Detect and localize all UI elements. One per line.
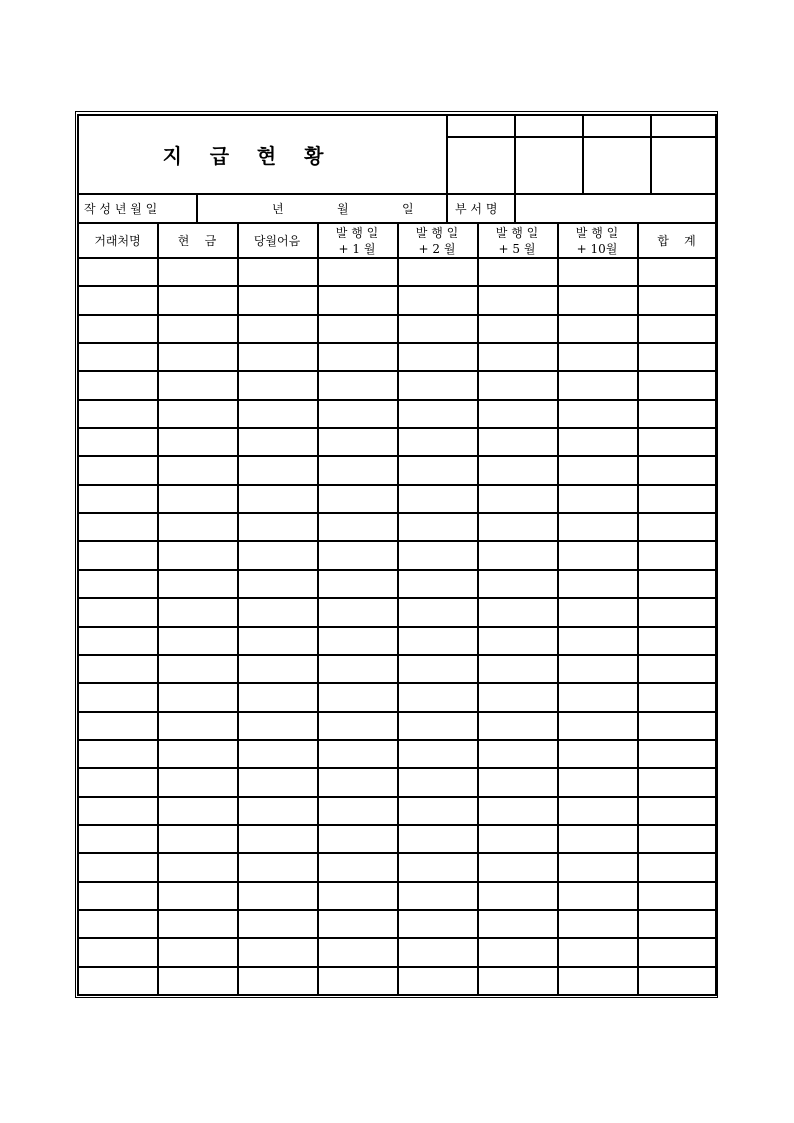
table-cell[interactable]	[479, 854, 556, 879]
table-cell[interactable]	[559, 316, 636, 341]
table-cell[interactable]	[639, 628, 715, 653]
table-cell[interactable]	[559, 344, 636, 369]
table-cell[interactable]	[399, 372, 476, 397]
table-cell[interactable]	[239, 883, 316, 908]
table-cell[interactable]	[159, 769, 236, 794]
date-row-divider	[196, 193, 198, 224]
table-cell[interactable]	[319, 486, 396, 511]
title-bottom-line	[78, 193, 716, 195]
table-cell[interactable]	[479, 316, 556, 341]
table-cell[interactable]	[239, 316, 316, 341]
table-cell[interactable]	[319, 401, 396, 426]
table-cell[interactable]	[319, 542, 396, 567]
table-cell[interactable]	[319, 429, 396, 454]
column-header-line1: 발 행 일	[575, 226, 619, 240]
table-cell[interactable]	[559, 429, 636, 454]
table-cell[interactable]	[319, 259, 396, 284]
table-cell[interactable]	[559, 514, 636, 539]
table-cell[interactable]	[80, 656, 156, 681]
table-cell[interactable]	[479, 826, 556, 851]
table-cell[interactable]	[399, 883, 476, 908]
table-cell[interactable]	[80, 259, 156, 284]
table-cell[interactable]	[399, 656, 476, 681]
table-cell[interactable]	[159, 939, 236, 964]
date-value[interactable]: 년 월 일	[272, 202, 414, 216]
table-cell[interactable]	[80, 826, 156, 851]
table-cell[interactable]	[559, 741, 636, 766]
table-cell[interactable]	[639, 656, 715, 681]
table-cell[interactable]	[559, 854, 636, 879]
table-cell[interactable]	[639, 798, 715, 823]
table-cell[interactable]	[80, 939, 156, 964]
table-cell[interactable]	[399, 571, 476, 596]
table-cell[interactable]	[559, 542, 636, 567]
table-cell[interactable]	[639, 429, 715, 454]
table-cell[interactable]	[80, 798, 156, 823]
table-cell[interactable]	[639, 713, 715, 738]
table-cell[interactable]	[159, 486, 236, 511]
table-cell[interactable]	[319, 571, 396, 596]
table-cell[interactable]	[399, 316, 476, 341]
table-cell[interactable]	[639, 883, 715, 908]
column-header-line2: + 1 월	[338, 242, 376, 256]
table-cell[interactable]	[239, 713, 316, 738]
table-cell[interactable]	[239, 911, 316, 936]
table-cell[interactable]	[80, 628, 156, 653]
table-cell[interactable]	[319, 826, 396, 851]
table-cell[interactable]	[639, 939, 715, 964]
table-cell[interactable]	[399, 854, 476, 879]
table-cell[interactable]	[639, 968, 715, 993]
table-cell[interactable]	[479, 684, 556, 709]
table-cell[interactable]	[239, 599, 316, 624]
table-cell[interactable]	[159, 401, 236, 426]
table-cell[interactable]	[399, 741, 476, 766]
table-cell[interactable]	[559, 599, 636, 624]
table-cell[interactable]	[239, 656, 316, 681]
table-cell[interactable]	[559, 968, 636, 993]
table-cell[interactable]	[159, 372, 236, 397]
table-cell[interactable]	[80, 571, 156, 596]
table-cell[interactable]	[319, 939, 396, 964]
date-row-divider	[446, 193, 448, 224]
approval-sign-box[interactable]	[584, 138, 650, 193]
table-cell[interactable]	[559, 883, 636, 908]
table-cell[interactable]	[319, 883, 396, 908]
table-cell[interactable]	[399, 344, 476, 369]
table-cell[interactable]	[639, 259, 715, 284]
dept-label: 부 서 명	[455, 202, 498, 216]
table-cell[interactable]	[80, 514, 156, 539]
table-cell[interactable]	[639, 457, 715, 482]
table-cell[interactable]	[399, 457, 476, 482]
table-cell[interactable]	[479, 571, 556, 596]
column-header-line1: 발 행 일	[335, 226, 379, 240]
table-cell[interactable]	[239, 429, 316, 454]
table-cell[interactable]	[479, 628, 556, 653]
table-cell[interactable]	[239, 287, 316, 312]
table-cell[interactable]	[559, 287, 636, 312]
table-cell[interactable]	[559, 571, 636, 596]
table-cell[interactable]	[559, 769, 636, 794]
table-cell[interactable]	[319, 968, 396, 993]
table-cell[interactable]	[319, 372, 396, 397]
column-header-line1: 발 행 일	[415, 226, 459, 240]
table-cell[interactable]	[319, 457, 396, 482]
table-cell[interactable]	[239, 854, 316, 879]
column-header	[557, 225, 637, 257]
table-cell[interactable]	[159, 599, 236, 624]
table-cell[interactable]	[80, 854, 156, 879]
table-cell[interactable]	[239, 344, 316, 369]
table-cell[interactable]	[239, 741, 316, 766]
table-cell[interactable]	[239, 514, 316, 539]
table-cell[interactable]	[159, 457, 236, 482]
table-cell[interactable]	[319, 316, 396, 341]
column-header: 당월어음	[253, 234, 301, 248]
table-cell[interactable]	[319, 854, 396, 879]
table-cell[interactable]	[639, 344, 715, 369]
approval-sign-box[interactable]	[448, 138, 514, 193]
table-cell[interactable]	[239, 486, 316, 511]
table-cell[interactable]	[639, 287, 715, 312]
table-cell[interactable]	[319, 769, 396, 794]
table-cell[interactable]	[80, 542, 156, 567]
table-cell[interactable]	[319, 741, 396, 766]
column-header-line1: 발 행 일	[495, 226, 539, 240]
table-cell[interactable]	[479, 486, 556, 511]
table-cell[interactable]	[559, 798, 636, 823]
table-cell[interactable]	[399, 968, 476, 993]
table-cell[interactable]	[399, 287, 476, 312]
table-cell[interactable]	[159, 316, 236, 341]
table-cell[interactable]	[80, 287, 156, 312]
table-cell[interactable]	[80, 769, 156, 794]
table-cell[interactable]	[239, 457, 316, 482]
table-cell[interactable]	[479, 514, 556, 539]
table-cell[interactable]	[239, 372, 316, 397]
table-cell[interactable]	[399, 826, 476, 851]
table-cell[interactable]	[559, 401, 636, 426]
column-header-line2: + 2 월	[418, 242, 456, 256]
table-cell[interactable]	[159, 798, 236, 823]
table-cell[interactable]	[399, 628, 476, 653]
table-cell[interactable]	[399, 259, 476, 284]
table-cell[interactable]	[639, 316, 715, 341]
table-cell[interactable]	[80, 486, 156, 511]
table-cell[interactable]	[319, 287, 396, 312]
table-cell[interactable]	[159, 344, 236, 369]
table-cell[interactable]	[399, 514, 476, 539]
table-cell[interactable]	[159, 911, 236, 936]
column-header-line2: + 5 월	[498, 242, 536, 256]
table-cell[interactable]	[239, 769, 316, 794]
table-cell[interactable]	[559, 911, 636, 936]
table-cell[interactable]	[80, 741, 156, 766]
table-cell[interactable]	[319, 684, 396, 709]
table-cell[interactable]	[399, 486, 476, 511]
table-cell[interactable]	[159, 429, 236, 454]
table-cell[interactable]	[159, 826, 236, 851]
table-cell[interactable]	[399, 939, 476, 964]
table-cell[interactable]	[239, 684, 316, 709]
table-cell[interactable]	[399, 401, 476, 426]
table-cell[interactable]	[639, 854, 715, 879]
column-header: 현 금	[177, 234, 217, 248]
column-header-line2: + 10월	[576, 242, 618, 256]
table-cell[interactable]	[559, 372, 636, 397]
table-cell[interactable]	[239, 628, 316, 653]
table-cell[interactable]	[559, 628, 636, 653]
table-cell[interactable]	[239, 259, 316, 284]
table-cell[interactable]	[319, 713, 396, 738]
table-cell[interactable]	[319, 798, 396, 823]
table-cell[interactable]	[319, 911, 396, 936]
table-cell[interactable]	[80, 713, 156, 738]
table-cell[interactable]	[319, 656, 396, 681]
table-cell[interactable]	[80, 429, 156, 454]
table-cell[interactable]	[559, 486, 636, 511]
border-top	[78, 114, 716, 116]
table-cell[interactable]	[639, 401, 715, 426]
table-cell[interactable]	[159, 628, 236, 653]
table-cell[interactable]	[479, 457, 556, 482]
table-cell[interactable]	[479, 939, 556, 964]
column-header	[397, 225, 477, 257]
table-cell[interactable]	[399, 713, 476, 738]
table-cell[interactable]	[239, 939, 316, 964]
table-cell[interactable]	[80, 316, 156, 341]
table-cell[interactable]	[479, 911, 556, 936]
table-cell[interactable]	[159, 542, 236, 567]
table-cell[interactable]	[319, 628, 396, 653]
table-cell[interactable]	[479, 798, 556, 823]
table-cell[interactable]	[639, 911, 715, 936]
table-cell[interactable]	[479, 429, 556, 454]
table-cell[interactable]	[159, 287, 236, 312]
table-cell[interactable]	[319, 599, 396, 624]
table-cell[interactable]	[639, 372, 715, 397]
approval-sign-box[interactable]	[516, 138, 582, 193]
table-cell[interactable]	[639, 486, 715, 511]
table-cell[interactable]	[559, 939, 636, 964]
table-cell[interactable]	[639, 826, 715, 851]
table-cell[interactable]	[639, 769, 715, 794]
table-cell[interactable]	[479, 372, 556, 397]
table-cell[interactable]	[159, 883, 236, 908]
table-cell[interactable]	[639, 542, 715, 567]
column-header: 거래처명	[94, 234, 141, 248]
approval-sign-box[interactable]	[652, 138, 714, 193]
table-cell[interactable]	[479, 287, 556, 312]
table-cell[interactable]	[80, 684, 156, 709]
table-cell[interactable]	[159, 854, 236, 879]
table-cell[interactable]	[559, 684, 636, 709]
table-cell[interactable]	[80, 344, 156, 369]
table-cell[interactable]	[399, 599, 476, 624]
table-cell[interactable]	[80, 911, 156, 936]
column-header: 합 계	[657, 234, 696, 248]
table-cell[interactable]	[479, 968, 556, 993]
table-cell[interactable]	[639, 684, 715, 709]
column-header	[477, 225, 557, 257]
table-cell[interactable]	[399, 769, 476, 794]
table-cell[interactable]	[80, 401, 156, 426]
table-cell[interactable]	[239, 571, 316, 596]
table-cell[interactable]	[159, 656, 236, 681]
table-cell[interactable]	[80, 372, 156, 397]
table-cell[interactable]	[479, 713, 556, 738]
table-cell[interactable]	[559, 713, 636, 738]
table-cell[interactable]	[479, 344, 556, 369]
table-cell[interactable]	[479, 656, 556, 681]
table-cell[interactable]	[80, 457, 156, 482]
table-cell[interactable]	[479, 883, 556, 908]
table-cell[interactable]	[319, 344, 396, 369]
table-cell[interactable]	[479, 769, 556, 794]
table-cell[interactable]	[239, 401, 316, 426]
table-cell[interactable]	[159, 571, 236, 596]
table-cell[interactable]	[399, 684, 476, 709]
table-cell[interactable]	[639, 514, 715, 539]
table-cell[interactable]	[159, 259, 236, 284]
table-cell[interactable]	[559, 457, 636, 482]
table-cell[interactable]	[239, 968, 316, 993]
table-cell[interactable]	[479, 741, 556, 766]
table-cell[interactable]	[319, 514, 396, 539]
table-cell[interactable]	[159, 741, 236, 766]
table-cell[interactable]	[639, 571, 715, 596]
column-header	[317, 225, 397, 257]
table-cell[interactable]	[399, 911, 476, 936]
table-cell[interactable]	[399, 542, 476, 567]
date-label: 작 성 년 월 일	[84, 202, 158, 216]
table-cell[interactable]	[559, 656, 636, 681]
table-cell[interactable]	[239, 542, 316, 567]
table-cell[interactable]	[399, 798, 476, 823]
table-cell[interactable]	[159, 514, 236, 539]
table-cell[interactable]	[559, 259, 636, 284]
page-title: 지 급 현 황	[162, 144, 324, 168]
table-cell[interactable]	[239, 798, 316, 823]
table-cell[interactable]	[479, 259, 556, 284]
table-cell[interactable]	[239, 826, 316, 851]
table-cell[interactable]	[639, 741, 715, 766]
table-cell[interactable]	[159, 684, 236, 709]
table-cell[interactable]	[80, 883, 156, 908]
table-cell[interactable]	[399, 429, 476, 454]
table-cell[interactable]	[639, 599, 715, 624]
table-cell[interactable]	[559, 826, 636, 851]
table-cell[interactable]	[479, 599, 556, 624]
table-cell[interactable]	[159, 713, 236, 738]
table-cell[interactable]	[80, 599, 156, 624]
table-cell[interactable]	[80, 968, 156, 993]
date-row-divider	[514, 193, 516, 224]
table-cell[interactable]	[159, 968, 236, 993]
table-cell[interactable]	[479, 542, 556, 567]
table-cell[interactable]	[479, 401, 556, 426]
